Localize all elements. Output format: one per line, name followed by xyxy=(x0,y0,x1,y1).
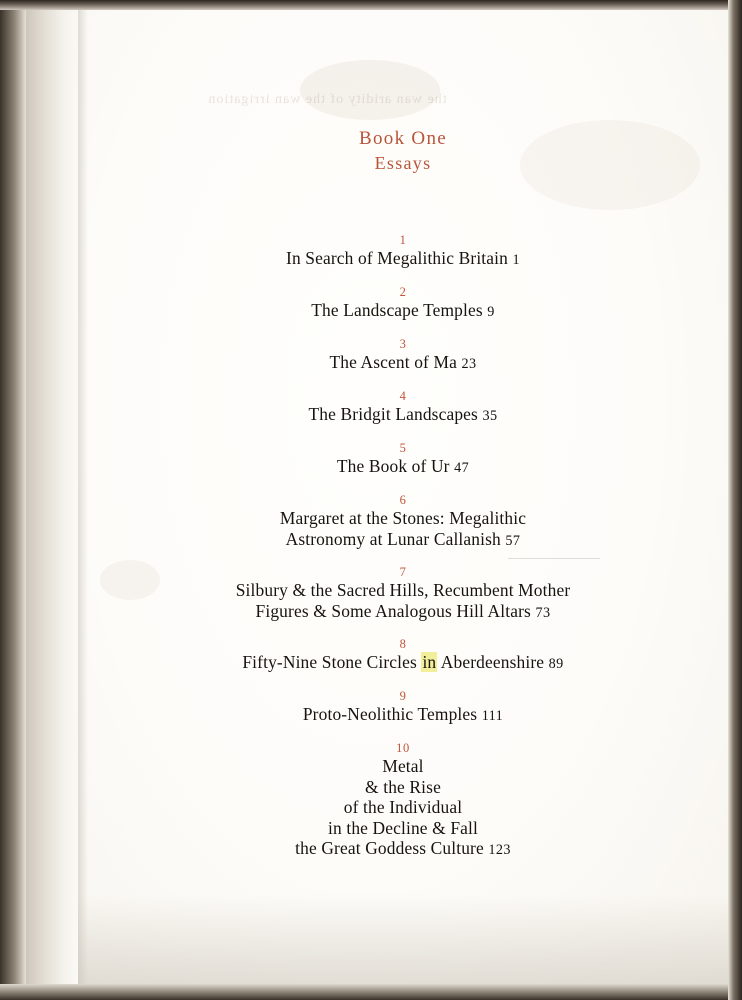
toc-entry-page: 73 xyxy=(535,604,551,621)
toc-entry-title xyxy=(78,300,728,323)
toc-entry-page: 1 xyxy=(512,252,520,268)
toc-entry-title xyxy=(78,508,728,551)
page-content xyxy=(78,0,728,1000)
toc-entry-page: 111 xyxy=(481,708,504,724)
toc-entry-title-text: The Book of Ur xyxy=(336,456,450,476)
toc-entry-number: 6 xyxy=(399,493,407,507)
toc-entry-number: 7 xyxy=(399,565,407,579)
toc-entry-page: 47 xyxy=(454,460,470,476)
page-title xyxy=(78,126,728,176)
toc-entry-title xyxy=(78,580,728,623)
toc-entry-title-text-2: & the Rise xyxy=(365,776,441,797)
toc-entry-number: 1 xyxy=(399,233,407,247)
toc-entry-title-text: The Bridgit Landscapes xyxy=(308,404,478,424)
toc-entry-title-text: Proto-Neolithic Temples xyxy=(302,704,478,724)
toc-entry-title-text: Metal xyxy=(382,756,424,776)
toc-entry[interactable] xyxy=(78,740,728,861)
toc-entry[interactable] xyxy=(78,232,728,271)
book-gutter xyxy=(26,0,78,1000)
toc-entry[interactable] xyxy=(78,440,728,479)
toc-entry-title xyxy=(78,704,728,727)
toc-entry-title xyxy=(78,652,728,675)
toc-entry[interactable] xyxy=(78,564,728,623)
toc-entry-title xyxy=(78,756,728,861)
toc-entry-title-text-2: Astronomy at Lunar Callanish xyxy=(285,528,501,549)
toc-entry-title-text: Fifty-Nine Stone Circles in Aberdeenshire xyxy=(242,652,545,672)
toc-entry-title-text: Margaret at the Stones: Megalithic xyxy=(279,508,527,528)
toc-entry-title-text-3: of the Individual xyxy=(343,797,463,817)
toc-entry-title-text-2: Figures & Some Analogous Hill Altars xyxy=(255,600,531,621)
toc-entry-title xyxy=(78,404,728,427)
toc-entry[interactable] xyxy=(78,336,728,375)
toc-entry-number: 4 xyxy=(399,389,407,403)
toc-entry-number: 8 xyxy=(399,637,407,651)
toc-entry-page: 9 xyxy=(487,304,495,320)
scan-edge-right xyxy=(728,0,742,1000)
toc-entry-title xyxy=(78,352,728,375)
toc-entry-page: 57 xyxy=(505,532,521,549)
toc-entry-page: 89 xyxy=(548,656,564,672)
toc-entry-number: 5 xyxy=(399,441,407,455)
toc-entry-title-text: The Landscape Temples xyxy=(311,300,483,320)
toc-entry-page: 123 xyxy=(488,842,511,858)
toc-entry-title-text: The Ascent of Ma xyxy=(329,352,457,372)
bleed-through-text: the wan aridity of the wan irrigation xyxy=(207,92,447,107)
toc-entry-title-text: In Search of Megalithic Britain xyxy=(286,248,508,268)
toc-entry-page: 23 xyxy=(461,356,477,372)
scan-edge-left xyxy=(0,0,26,1000)
toc-entry-title xyxy=(78,248,728,271)
toc-entry-title-text: Silbury & the Sacred Hills, Recumbent Mother xyxy=(235,580,571,600)
page-title-line1: Book One xyxy=(359,128,447,149)
toc-entry[interactable] xyxy=(78,284,728,323)
toc-entry-title xyxy=(78,456,728,479)
toc-entry-number: 3 xyxy=(399,337,407,351)
toc-entry[interactable] xyxy=(78,388,728,427)
toc-entry-number: 10 xyxy=(396,741,410,755)
toc-entry-title-text-5: the Great Goddess Culture xyxy=(295,838,484,858)
toc-entry[interactable] xyxy=(78,688,728,727)
toc-entry-title-text-4: in the Decline & Fall xyxy=(328,817,478,838)
table-of-contents xyxy=(78,232,728,874)
toc-entry-number: 9 xyxy=(399,689,407,703)
toc-entry-number: 2 xyxy=(399,285,407,299)
page-title-line2: Essays xyxy=(374,153,432,173)
toc-entry-page: 35 xyxy=(482,408,498,424)
toc-entry[interactable] xyxy=(78,636,728,675)
toc-entry[interactable] xyxy=(78,492,728,551)
